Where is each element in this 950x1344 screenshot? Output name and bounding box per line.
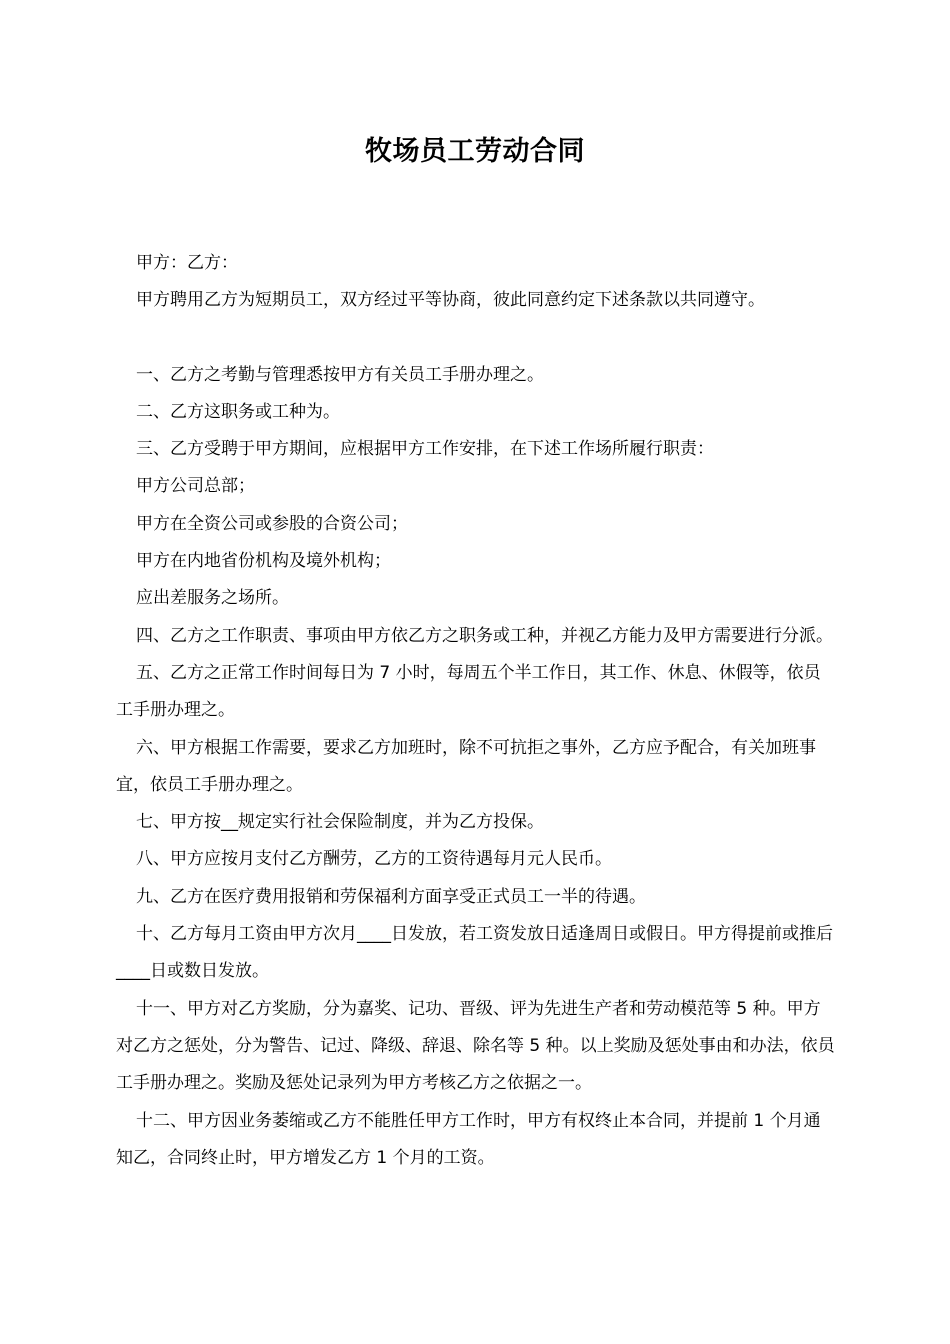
workplace-item-2: 甲方在全资公司或参股的合资公司；: [136, 513, 408, 534]
clause-3: 三、乙方受聘于甲方期间，应根据甲方工作安排，在下述工作场所履行职责：: [136, 439, 714, 460]
clause-5: 五、乙方之正常工作时间每日为 7 小时，每周五个半工作日，其工作、休息、休假等，依员工手册办理之。: [116, 662, 821, 721]
document-title: 牧场员工劳动合同: [365, 136, 585, 167]
clause-4: 四、乙方之工作职责、事项由甲方依乙方之职务或工种，并视乙方能力及甲方需要进行分派。: [136, 625, 833, 646]
clause-10: 十、乙方每月工资由甲方次月____日发放，若工资发放日适逢周日或假日。甲方得提前或推后____日或数日发放。: [116, 924, 833, 982]
workplace-item-3: 甲方在内地省份机构及境外机构；: [136, 551, 391, 572]
clause-8: 八、甲方应按月支付乙方酬劳，乙方的工资待遇每月元人民币。: [136, 849, 612, 870]
clause-1: 一、乙方之考勤与管理悉按甲方有关员工手册办理之。: [136, 364, 544, 385]
paragraph-spacer: [116, 320, 836, 357]
intro-paragraph: 甲方聘用乙方为短期员工，双方经过平等协商，彼此同意约定下述条款以共同遵守。: [136, 290, 765, 311]
clause-9: 九、乙方在医疗费用报销和劳保福利方面享受正式员工一半的待遇。: [136, 886, 646, 907]
clause-6: 六、甲方根据工作需要，要求乙方加班时，除不可抗拒之事外，乙方应予配合，有关加班事宜，依员工手册办理之。: [116, 737, 816, 795]
clause-2: 二、乙方这职务或工种为。: [136, 401, 340, 422]
document-body: [116, 245, 836, 1177]
clause-12: 十二、甲方因业务萎缩或乙方不能胜任甲方工作时，甲方有权终止本合同，并提前 1 个月通知乙，合同终止时，甲方增发乙方 1 个月的工资。: [116, 1110, 821, 1168]
workplace-item-4: 应出差服务之场所。: [136, 588, 289, 609]
workplace-item-1: 甲方公司总部；: [136, 476, 255, 497]
clause-7: 七、甲方按__规定实行社会保险制度，并为乙方投保。: [136, 812, 544, 833]
party-line: 甲方：乙方：: [136, 253, 238, 273]
clause-11: 十一、甲方对乙方奖励，分为嘉奖、记功、晋级、评为先进生产者和劳动模范等 5 种。甲方对乙方之惩处，分为警告、记过、降级、辞退、除名等 5 种。以上奖励及惩处事由和办法，依员工手册办理之。奖励及惩处记录列为甲方考核乙方之依据之一。: [116, 998, 835, 1094]
